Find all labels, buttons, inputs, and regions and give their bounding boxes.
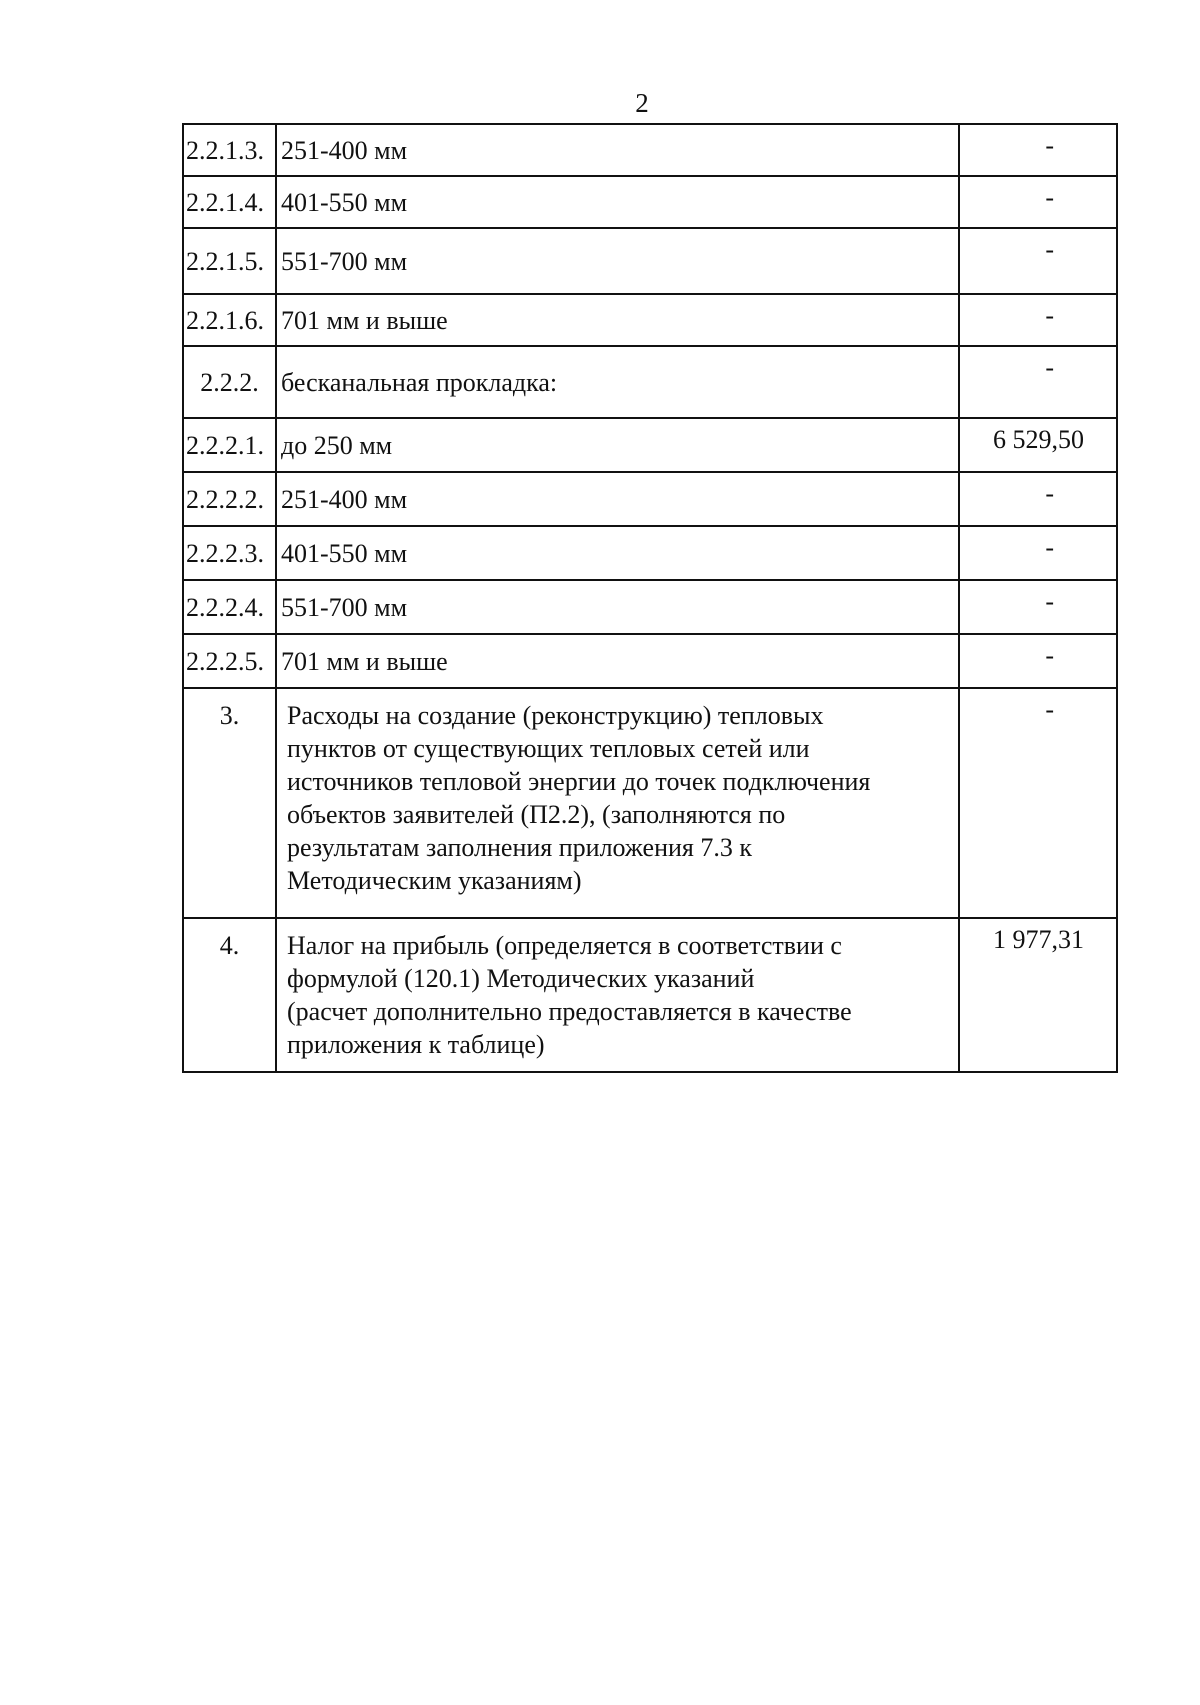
table-row (183, 526, 1117, 580)
row-number: 2.2.2.2. (183, 472, 276, 526)
row-value: - (959, 526, 1117, 580)
row-name (276, 918, 959, 1072)
row-value: 1 977,31 (959, 918, 1117, 1072)
row-name-line: источников тепловой энергии до точек подключения (287, 767, 871, 796)
row-name-line: формулой (120.1) Методических указаний (287, 964, 755, 993)
table-row (183, 472, 1117, 526)
table-row (183, 918, 1117, 1072)
row-name-line: результатам заполнения приложения 7.3 к (287, 833, 752, 862)
row-name: 251-400 мм (276, 472, 959, 526)
row-number: 2.2.2.3. (183, 526, 276, 580)
table-row (183, 634, 1117, 688)
row-name: 401-550 мм (276, 526, 959, 580)
row-name-line: Расходы на создание (реконструкцию) тепловых (287, 701, 824, 730)
table-row (183, 176, 1117, 228)
row-number: 2.2.1.3. (183, 124, 276, 176)
table-row (183, 228, 1117, 294)
row-name-line: пунктов от существующих тепловых сетей или (287, 734, 810, 763)
row-number: 2.2.1.4. (183, 176, 276, 228)
row-name (276, 688, 959, 918)
table-row (183, 688, 1117, 918)
row-name-line: объектов заявителей (П2.2), (заполняются по (287, 800, 786, 829)
row-value: - (959, 472, 1117, 526)
row-number: 2.2.1.6. (183, 294, 276, 346)
row-name: бесканальная прокладка: (276, 346, 959, 418)
table-row (183, 294, 1117, 346)
row-value: - (959, 580, 1117, 634)
row-name: 401-550 мм (276, 176, 959, 228)
row-name: 251-400 мм (276, 124, 959, 176)
row-value: - (959, 176, 1117, 228)
row-number: 2.2.2.1. (183, 418, 276, 472)
page-number: 2 (635, 88, 649, 118)
row-number: 3. (183, 688, 276, 918)
cost-table (182, 123, 1118, 1073)
row-number: 2.2.2.4. (183, 580, 276, 634)
row-number: 2.2.2.5. (183, 634, 276, 688)
row-name-line: (расчет дополнительно предоставляется в качестве (287, 997, 852, 1026)
row-value: - (959, 294, 1117, 346)
row-value: - (959, 634, 1117, 688)
row-name-line: Налог на прибыль (определяется в соответствии с (287, 931, 842, 960)
row-name: 701 мм и выше (276, 634, 959, 688)
row-value: - (959, 124, 1117, 176)
row-value: 6 529,50 (959, 418, 1117, 472)
row-name: 701 мм и выше (276, 294, 959, 346)
row-name: до 250 мм (276, 418, 959, 472)
row-value: - (959, 346, 1117, 418)
row-name: 551-700 мм (276, 580, 959, 634)
row-value: - (959, 688, 1117, 918)
row-number: 2.2.1.5. (183, 228, 276, 294)
row-number: 2.2.2. (183, 346, 276, 418)
table-row (183, 580, 1117, 634)
row-name-line: Методическим указаниям) (287, 866, 582, 895)
row-name-line: приложения к таблице) (287, 1030, 545, 1059)
row-number: 4. (183, 918, 276, 1072)
row-name: 551-700 мм (276, 228, 959, 294)
row-value: - (959, 228, 1117, 294)
table-row (183, 124, 1117, 176)
table-row (183, 346, 1117, 418)
table-row (183, 418, 1117, 472)
